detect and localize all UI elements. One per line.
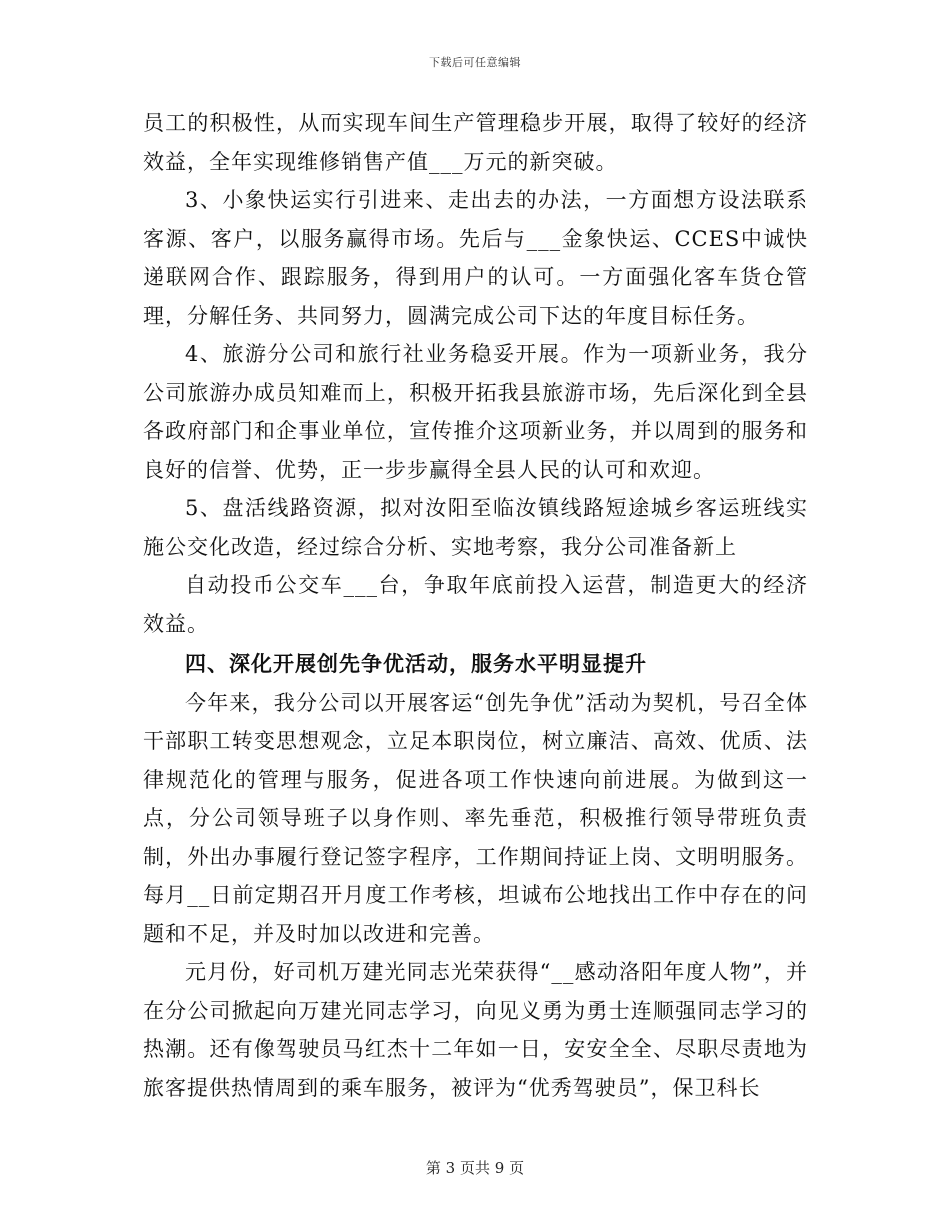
paragraph-model-workers: 元月份，好司机万建光同志光荣获得“__感动洛阳年度人物”，并在分公司掀起向万建光同志学习，向见义勇为勇士连顺强同志学习的热潮。还有像驾驶员马红杰十二年如一日，安安全全、尽职尽责地为旅客提供热情周到的乘车服务，被评为“优秀驾驶员”，保卫科长 [143, 960, 808, 1100]
page-header: 下载后可任意编辑 [429, 56, 521, 69]
page-number: 第 3 页共 9 页 [425, 1159, 525, 1177]
section-heading: 四、深化开展创先争优活动，服务水平明显提升 [185, 651, 647, 676]
paragraph-tourism-business: 4、旅游分公司和旅行社业务稳妥开展。作为一项新业务，我分公司旅游办成员知难而上，积极开拓我县旅游市场，先后深化到全县各政府部门和企事业单位，宣传推介这项新业务，并以周到的服务和良好的信誉、优势，正一步步赢得全县人民的认可和欢迎。 [143, 342, 808, 482]
document-body [143, 104, 808, 1107]
paragraph-xiaoxiang-express: 3、小象快运实行引进来、走出去的办法，一方面想方设法联系客源、客户，以服务赢得市场。先后与___金象快运、CCES中诚快递联网合作、跟踪服务，得到用户的认可。一方面强化客车货仓管理，分解任务、共同努力，圆满完成公司下达的年度目标任务。 [143, 188, 808, 328]
paragraph-route-resources: 5、盘活线路资源，拟对汝阳至临汝镇线路短途城乡客运班线实施公交化改造，经过综合分析、实地考察，我分公司准备新上 [143, 496, 808, 559]
paragraph-excellence-activity: 今年来，我分公司以开展客运“创先争优”活动为契机，号召全体干部职工转变思想观念，立足本职岗位，树立廉洁、高效、优质、法律规范化的管理与服务，促进各项工作快速向前进展。为做到这一点，分公司领导班子以身作则、率先垂范，积极推行领导带班负责制，外出办事履行登记签字程序，工作期间持证上岗、文明明服务。每月__日前定期召开月度工作考核，坦诚布公地找出工作中存在的问题和不足，并及时加以改进和完善。 [143, 690, 808, 946]
paragraph-auto-coin-bus: 自动投币公交车___台，争取年底前投入运营，制造更大的经济效益。 [143, 573, 808, 636]
paragraph-employee-efficiency: 员工的积极性，从而实现车间生产管理稳步开展，取得了较好的经济效益，全年实现维修销售产值___万元的新突破。 [143, 111, 808, 174]
